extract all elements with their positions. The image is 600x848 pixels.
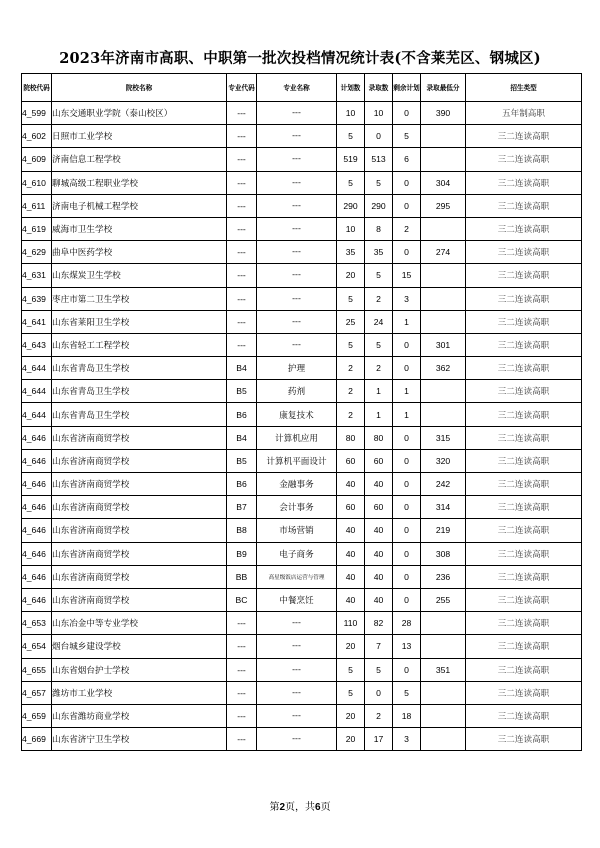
- cell-major-code: B8: [227, 519, 257, 542]
- cell-school-name: 聊城高级工程职业学校: [52, 171, 227, 194]
- cell-admitted: 5: [365, 333, 393, 356]
- cell-remaining: 1: [393, 380, 421, 403]
- cell-major-name: ---: [257, 217, 337, 240]
- cell-major-name: 会计事务: [257, 496, 337, 519]
- cell-admitted: 2: [365, 287, 393, 310]
- cell-remaining: 5: [393, 681, 421, 704]
- cell-remaining: 0: [393, 588, 421, 611]
- cell-type: 三二连读高职: [466, 310, 582, 333]
- cell-school-code: 4_646: [22, 519, 52, 542]
- cell-school-code: 4_646: [22, 449, 52, 472]
- cell-admitted: 35: [365, 241, 393, 264]
- cell-major-code: ---: [227, 333, 257, 356]
- cell-min-score: 255: [421, 588, 466, 611]
- cell-remaining: 2: [393, 217, 421, 240]
- cell-remaining: 18: [393, 704, 421, 727]
- cell-major-code: ---: [227, 287, 257, 310]
- cell-admitted: 10: [365, 102, 393, 125]
- cell-remaining: 0: [393, 426, 421, 449]
- cell-min-score: 308: [421, 542, 466, 565]
- cell-plan: 40: [337, 473, 365, 496]
- cell-min-score: 295: [421, 194, 466, 217]
- cell-type: 三二连读高职: [466, 519, 582, 542]
- cell-admitted: 40: [365, 473, 393, 496]
- cell-admitted: 0: [365, 125, 393, 148]
- cell-remaining: 0: [393, 658, 421, 681]
- cell-school-name: 山东省烟台护士学校: [52, 658, 227, 681]
- cell-type: 三二连读高职: [466, 148, 582, 171]
- cell-min-score: [421, 403, 466, 426]
- table-header-row: [22, 74, 582, 102]
- cell-remaining: 0: [393, 565, 421, 588]
- cell-admitted: 513: [365, 148, 393, 171]
- cell-min-score: [421, 612, 466, 635]
- cell-school-code: 4_619: [22, 217, 52, 240]
- cell-plan: 35: [337, 241, 365, 264]
- cell-plan: 40: [337, 542, 365, 565]
- cell-plan: 5: [337, 333, 365, 356]
- cell-admitted: 40: [365, 565, 393, 588]
- cell-major-name: ---: [257, 635, 337, 658]
- footer-page-number: 2: [279, 802, 285, 813]
- table-row: [22, 148, 582, 171]
- cell-type: 三二连读高职: [466, 380, 582, 403]
- cell-major-code: ---: [227, 704, 257, 727]
- table-row: [22, 125, 582, 148]
- cell-major-name: ---: [257, 704, 337, 727]
- cell-school-code: 4_599: [22, 102, 52, 125]
- cell-plan: 10: [337, 102, 365, 125]
- table-row: [22, 357, 582, 380]
- cell-admitted: 80: [365, 426, 393, 449]
- cell-major-code: BC: [227, 588, 257, 611]
- table-row: [22, 704, 582, 727]
- cell-min-score: [421, 148, 466, 171]
- table-row: [22, 588, 582, 611]
- table-row: [22, 194, 582, 217]
- table-body: [22, 102, 582, 751]
- cell-remaining: 3: [393, 287, 421, 310]
- cell-type: 三二连读高职: [466, 264, 582, 287]
- cell-school-name: 山东省轻工工程学校: [52, 333, 227, 356]
- cell-major-name: 计算机平面设计: [257, 449, 337, 472]
- cell-school-name: 日照市工业学校: [52, 125, 227, 148]
- cell-type: 三二连读高职: [466, 565, 582, 588]
- cell-admitted: 17: [365, 728, 393, 751]
- table-row: [22, 264, 582, 287]
- cell-school-code: 4_644: [22, 380, 52, 403]
- cell-major-name: ---: [257, 264, 337, 287]
- cell-school-name: 山东省莱阳卫生学校: [52, 310, 227, 333]
- cell-school-name: 山东省济南商贸学校: [52, 426, 227, 449]
- header-school-code: 院校代码: [22, 74, 52, 102]
- cell-school-name: 山东省济南商贸学校: [52, 449, 227, 472]
- cell-type: 五年制高职: [466, 102, 582, 125]
- cell-min-score: 236: [421, 565, 466, 588]
- cell-school-code: 4_646: [22, 496, 52, 519]
- cell-school-name: 山东省济南商贸学校: [52, 542, 227, 565]
- cell-plan: 80: [337, 426, 365, 449]
- cell-remaining: 1: [393, 403, 421, 426]
- cell-major-code: ---: [227, 635, 257, 658]
- cell-min-score: 351: [421, 658, 466, 681]
- cell-school-name: 潍坊市工业学校: [52, 681, 227, 704]
- cell-major-name: ---: [257, 333, 337, 356]
- table-row: [22, 380, 582, 403]
- cell-min-score: 362: [421, 357, 466, 380]
- cell-school-code: 4_644: [22, 357, 52, 380]
- cell-major-name: 市场营销: [257, 519, 337, 542]
- cell-school-code: 4_646: [22, 473, 52, 496]
- admission-table: [21, 73, 582, 751]
- cell-remaining: 5: [393, 125, 421, 148]
- cell-plan: 20: [337, 635, 365, 658]
- cell-plan: 25: [337, 310, 365, 333]
- cell-min-score: [421, 635, 466, 658]
- cell-type: 三二连读高职: [466, 333, 582, 356]
- header-major-name: 专业名称: [257, 74, 337, 102]
- cell-plan: 519: [337, 148, 365, 171]
- cell-major-code: ---: [227, 681, 257, 704]
- cell-min-score: [421, 125, 466, 148]
- cell-type: 三二连读高职: [466, 728, 582, 751]
- cell-school-name: 山东交通职业学院（泰山校区）: [52, 102, 227, 125]
- cell-admitted: 5: [365, 264, 393, 287]
- cell-major-name: ---: [257, 171, 337, 194]
- cell-min-score: 301: [421, 333, 466, 356]
- cell-admitted: 2: [365, 357, 393, 380]
- cell-remaining: 0: [393, 449, 421, 472]
- cell-major-code: B5: [227, 449, 257, 472]
- table-row: [22, 635, 582, 658]
- table-row: [22, 612, 582, 635]
- cell-school-code: 4_646: [22, 565, 52, 588]
- cell-type: 三二连读高职: [466, 588, 582, 611]
- page-title: 2023年济南市高职、中职第一批次投档情况统计表(不含莱芜区、钢城区): [59, 50, 541, 67]
- cell-school-name: 山东煤炭卫生学校: [52, 264, 227, 287]
- cell-major-code: ---: [227, 102, 257, 125]
- cell-major-code: ---: [227, 194, 257, 217]
- cell-admitted: 0: [365, 681, 393, 704]
- header-type: 招生类型: [466, 74, 582, 102]
- cell-min-score: [421, 728, 466, 751]
- cell-plan: 5: [337, 658, 365, 681]
- cell-school-code: 4_646: [22, 426, 52, 449]
- cell-type: 三二连读高职: [466, 542, 582, 565]
- cell-remaining: 6: [393, 148, 421, 171]
- cell-plan: 5: [337, 171, 365, 194]
- cell-remaining: 0: [393, 519, 421, 542]
- cell-plan: 5: [337, 681, 365, 704]
- cell-type: 三二连读高职: [466, 658, 582, 681]
- footer-total-pages: 6: [315, 802, 321, 813]
- table-row: [22, 449, 582, 472]
- cell-remaining: 0: [393, 496, 421, 519]
- cell-school-name: 山东省济南商贸学校: [52, 588, 227, 611]
- cell-type: 三二连读高职: [466, 426, 582, 449]
- cell-major-code: B7: [227, 496, 257, 519]
- cell-major-code: ---: [227, 241, 257, 264]
- cell-school-code: 4_643: [22, 333, 52, 356]
- cell-plan: 10: [337, 217, 365, 240]
- cell-remaining: 0: [393, 542, 421, 565]
- cell-school-name: 烟台城乡建设学校: [52, 635, 227, 658]
- cell-remaining: 0: [393, 241, 421, 264]
- table-row: [22, 542, 582, 565]
- cell-remaining: 13: [393, 635, 421, 658]
- header-school-name: 院校名称: [52, 74, 227, 102]
- cell-major-code: B6: [227, 403, 257, 426]
- cell-plan: 60: [337, 496, 365, 519]
- cell-type: 三二连读高职: [466, 194, 582, 217]
- cell-school-code: 4_639: [22, 287, 52, 310]
- cell-plan: 5: [337, 125, 365, 148]
- cell-admitted: 40: [365, 519, 393, 542]
- cell-admitted: 5: [365, 171, 393, 194]
- cell-major-code: ---: [227, 125, 257, 148]
- cell-min-score: 314: [421, 496, 466, 519]
- table-row: [22, 519, 582, 542]
- cell-admitted: 60: [365, 449, 393, 472]
- cell-school-code: 4_611: [22, 194, 52, 217]
- table-row: [22, 681, 582, 704]
- header-admitted: 录取数: [365, 74, 393, 102]
- cell-remaining: 15: [393, 264, 421, 287]
- cell-major-code: ---: [227, 217, 257, 240]
- header-plan: 计划数: [337, 74, 365, 102]
- cell-school-name: 济南电子机械工程学校: [52, 194, 227, 217]
- cell-min-score: [421, 264, 466, 287]
- cell-plan: 290: [337, 194, 365, 217]
- cell-min-score: [421, 380, 466, 403]
- cell-type: 三二连读高职: [466, 125, 582, 148]
- cell-admitted: 40: [365, 542, 393, 565]
- cell-type: 三二连读高职: [466, 357, 582, 380]
- cell-admitted: 2: [365, 704, 393, 727]
- cell-school-name: 济南信息工程学校: [52, 148, 227, 171]
- cell-min-score: 390: [421, 102, 466, 125]
- cell-min-score: [421, 681, 466, 704]
- cell-school-name: 枣庄市第二卫生学校: [52, 287, 227, 310]
- cell-plan: 40: [337, 588, 365, 611]
- cell-school-code: 4_653: [22, 612, 52, 635]
- cell-admitted: 1: [365, 403, 393, 426]
- cell-major-name: 电子商务: [257, 542, 337, 565]
- cell-major-code: BB: [227, 565, 257, 588]
- table-row: [22, 403, 582, 426]
- cell-type: 三二连读高职: [466, 171, 582, 194]
- cell-major-name: 金融事务: [257, 473, 337, 496]
- table-row: [22, 496, 582, 519]
- cell-school-code: 4_655: [22, 658, 52, 681]
- cell-admitted: 7: [365, 635, 393, 658]
- cell-plan: 20: [337, 728, 365, 751]
- cell-plan: 40: [337, 565, 365, 588]
- cell-min-score: [421, 310, 466, 333]
- cell-school-name: 山东省济南商贸学校: [52, 473, 227, 496]
- cell-school-code: 4_659: [22, 704, 52, 727]
- cell-school-name: 山东省济宁卫生学校: [52, 728, 227, 751]
- cell-major-code: B4: [227, 426, 257, 449]
- cell-admitted: 1: [365, 380, 393, 403]
- cell-school-code: 4_654: [22, 635, 52, 658]
- cell-major-name: ---: [257, 241, 337, 264]
- cell-major-code: ---: [227, 171, 257, 194]
- table-row: [22, 658, 582, 681]
- table-row: [22, 102, 582, 125]
- cell-school-name: 山东省济南商贸学校: [52, 565, 227, 588]
- cell-school-code: 4_641: [22, 310, 52, 333]
- cell-school-name: 山东省潍坊商业学校: [52, 704, 227, 727]
- cell-min-score: 219: [421, 519, 466, 542]
- cell-major-code: ---: [227, 728, 257, 751]
- cell-min-score: [421, 704, 466, 727]
- cell-min-score: 274: [421, 241, 466, 264]
- cell-type: 三二连读高职: [466, 217, 582, 240]
- cell-major-name: ---: [257, 728, 337, 751]
- table-row: [22, 333, 582, 356]
- cell-school-code: 4_602: [22, 125, 52, 148]
- cell-admitted: 290: [365, 194, 393, 217]
- page-footer: [0, 798, 600, 813]
- cell-remaining: 0: [393, 171, 421, 194]
- cell-type: 三二连读高职: [466, 287, 582, 310]
- footer-suffix: 页: [320, 802, 331, 813]
- cell-type: 三二连读高职: [466, 449, 582, 472]
- footer-prefix: 第: [269, 802, 280, 813]
- cell-major-name: ---: [257, 681, 337, 704]
- cell-remaining: 0: [393, 333, 421, 356]
- table-row: [22, 217, 582, 240]
- cell-school-code: 4_631: [22, 264, 52, 287]
- cell-plan: 110: [337, 612, 365, 635]
- cell-type: 三二连读高职: [466, 403, 582, 426]
- cell-type: 三二连读高职: [466, 496, 582, 519]
- cell-admitted: 40: [365, 588, 393, 611]
- cell-major-code: ---: [227, 310, 257, 333]
- cell-major-code: ---: [227, 148, 257, 171]
- cell-major-code: ---: [227, 658, 257, 681]
- cell-major-name: ---: [257, 148, 337, 171]
- cell-major-name: 计算机应用: [257, 426, 337, 449]
- cell-school-name: 山东省青岛卫生学校: [52, 403, 227, 426]
- cell-major-name: 康复技术: [257, 403, 337, 426]
- cell-type: 三二连读高职: [466, 635, 582, 658]
- header-major-code: 专业代码: [227, 74, 257, 102]
- cell-type: 三二连读高职: [466, 473, 582, 496]
- cell-major-name: ---: [257, 125, 337, 148]
- cell-min-score: 304: [421, 171, 466, 194]
- cell-school-name: 山东省济南商贸学校: [52, 496, 227, 519]
- cell-school-code: 4_646: [22, 588, 52, 611]
- cell-min-score: [421, 287, 466, 310]
- table-row: [22, 728, 582, 751]
- table-row: [22, 287, 582, 310]
- table-row: [22, 310, 582, 333]
- cell-type: 三二连读高职: [466, 681, 582, 704]
- cell-major-name: ---: [257, 612, 337, 635]
- cell-remaining: 0: [393, 357, 421, 380]
- table-row: [22, 241, 582, 264]
- cell-major-name: ---: [257, 310, 337, 333]
- cell-major-code: B4: [227, 357, 257, 380]
- cell-major-name: 高星级饭店运营与管理: [257, 565, 337, 588]
- table-row: [22, 171, 582, 194]
- cell-school-code: 4_610: [22, 171, 52, 194]
- cell-school-code: 4_646: [22, 542, 52, 565]
- cell-school-code: 4_644: [22, 403, 52, 426]
- cell-major-name: ---: [257, 658, 337, 681]
- cell-major-code: ---: [227, 612, 257, 635]
- cell-school-code: 4_609: [22, 148, 52, 171]
- cell-type: 三二连读高职: [466, 241, 582, 264]
- cell-school-code: 4_629: [22, 241, 52, 264]
- cell-school-name: 山东省青岛卫生学校: [52, 357, 227, 380]
- cell-school-name: 曲阜中医药学校: [52, 241, 227, 264]
- cell-min-score: 320: [421, 449, 466, 472]
- table-row: [22, 473, 582, 496]
- footer-middle: 页，共: [285, 802, 315, 813]
- cell-major-name: 护理: [257, 357, 337, 380]
- cell-major-name: 中餐烹饪: [257, 588, 337, 611]
- cell-plan: 5: [337, 287, 365, 310]
- cell-type: 三二连读高职: [466, 704, 582, 727]
- cell-major-code: B5: [227, 380, 257, 403]
- header-remaining: 剩余计划: [393, 74, 421, 102]
- cell-plan: 2: [337, 357, 365, 380]
- cell-min-score: [421, 217, 466, 240]
- cell-admitted: 60: [365, 496, 393, 519]
- cell-remaining: 0: [393, 473, 421, 496]
- cell-remaining: 0: [393, 102, 421, 125]
- cell-school-code: 4_669: [22, 728, 52, 751]
- cell-plan: 2: [337, 403, 365, 426]
- cell-major-code: B6: [227, 473, 257, 496]
- cell-type: 三二连读高职: [466, 612, 582, 635]
- cell-min-score: 242: [421, 473, 466, 496]
- header-min-score: 录取最低分: [421, 74, 466, 102]
- cell-school-code: 4_657: [22, 681, 52, 704]
- cell-major-name: ---: [257, 287, 337, 310]
- cell-remaining: 3: [393, 728, 421, 751]
- cell-school-name: 威海市卫生学校: [52, 217, 227, 240]
- cell-admitted: 24: [365, 310, 393, 333]
- cell-remaining: 28: [393, 612, 421, 635]
- cell-major-code: ---: [227, 264, 257, 287]
- cell-remaining: 1: [393, 310, 421, 333]
- cell-plan: 20: [337, 704, 365, 727]
- cell-school-name: 山东省青岛卫生学校: [52, 380, 227, 403]
- cell-major-name: ---: [257, 102, 337, 125]
- cell-school-name: 山东冶金中等专业学校: [52, 612, 227, 635]
- cell-admitted: 8: [365, 217, 393, 240]
- cell-plan: 60: [337, 449, 365, 472]
- cell-plan: 2: [337, 380, 365, 403]
- cell-min-score: 315: [421, 426, 466, 449]
- cell-admitted: 82: [365, 612, 393, 635]
- cell-major-name: 药剂: [257, 380, 337, 403]
- cell-admitted: 5: [365, 658, 393, 681]
- cell-remaining: 0: [393, 194, 421, 217]
- cell-plan: 40: [337, 519, 365, 542]
- cell-major-code: B9: [227, 542, 257, 565]
- cell-plan: 20: [337, 264, 365, 287]
- cell-major-name: ---: [257, 194, 337, 217]
- table-row: [22, 426, 582, 449]
- table-row: [22, 565, 582, 588]
- cell-school-name: 山东省济南商贸学校: [52, 519, 227, 542]
